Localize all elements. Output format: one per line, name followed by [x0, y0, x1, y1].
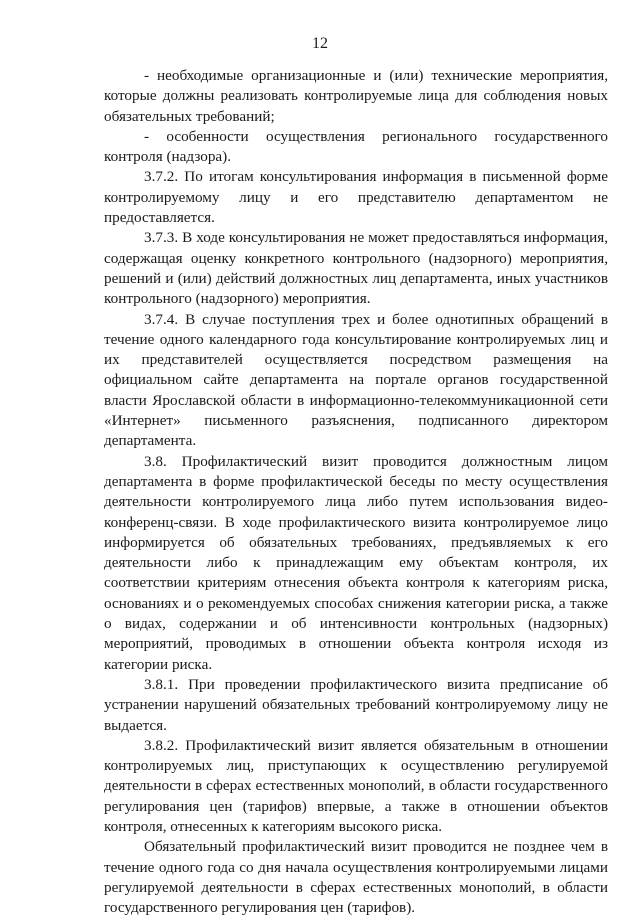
paragraph-3-7-2: 3.7.2. По итогам консультирования информация в письменной форме контролируемому лицу и его представителю департаментом не предоставляется. [104, 168, 608, 227]
paragraph-requirements-measures: - необходимые организационные и (или) технические мероприятия, которые должны реализовать контролируемые лица для соблюдения новых обязательных требований; [104, 67, 608, 125]
document-body [104, 66, 608, 918]
paragraph-3-8-1: 3.8.1. При проведении профилактического визита предписание об устранении нарушений обязательных требований контролируемому лицу не выдается. [104, 675, 608, 734]
paragraph-3-8: 3.8. Профилактический визит проводится должностным лицом департамента в форме профилактической беседы по месту осуществления деятельности контролируемого лица либо путем использования видео-конференц-связи. В ходе профилактического визита контролируемое лицо информируется об обязательных требованиях, предъявляемых к его деятельности либо к принадлежащим ему объектам контроля, их соответствии критериям отнесения объекта контроля к категориям риска, основаниях и о рекомендуемых способах снижения категории риска, а также о видах, содержании и об интенсивности контрольных (надзорных) мероприятий, проводимых в отношении объекта контроля исходя из категории риска. [104, 452, 608, 673]
page-number: 12 [312, 35, 328, 52]
paragraph-3-7-4: 3.7.4. В случае поступления трех и более однотипных обращений в течение одного календарного года консультирование контролируемых лиц и их представителей осуществляется посредством размещения на официальном сайте департамента на портале органов государственной власти Ярославской области в информационно-телекоммуникационной сети «Интернет» письменного разъяснения, подписанного директором департамента. [104, 310, 608, 450]
paragraph-3-7-3: 3.7.3. В ходе консультирования не может предоставляться информация, содержащая оценку конкретного контрольного (надзорного) мероприятия, решений и (или) действий должностных лиц департамента, иных участников контрольного (надзорного) мероприятия. [104, 229, 608, 308]
paragraph-mandatory-visit: Обязательный профилактический визит проводится не позднее чем в течение одного года со дня начала осуществления контролируемыми лицами регулируемой деятельности в сферах естественных монополий, в области государственного регулирования цен (тарифов). [104, 838, 608, 917]
paragraph-3-8-2: 3.8.2. Профилактический визит является обязательным в отношении контролируемых лиц, приступающих к осуществлению регулируемой деятельности в сферах естественных монополий, в области государственного регулирования цен (тарифов) впервые, а также в отношении объектов контроля, отнесенных к категориям высокого риска. [104, 736, 608, 835]
paragraph-control-features: - особенности осуществления регионального государственного контроля (надзора). [104, 127, 608, 166]
